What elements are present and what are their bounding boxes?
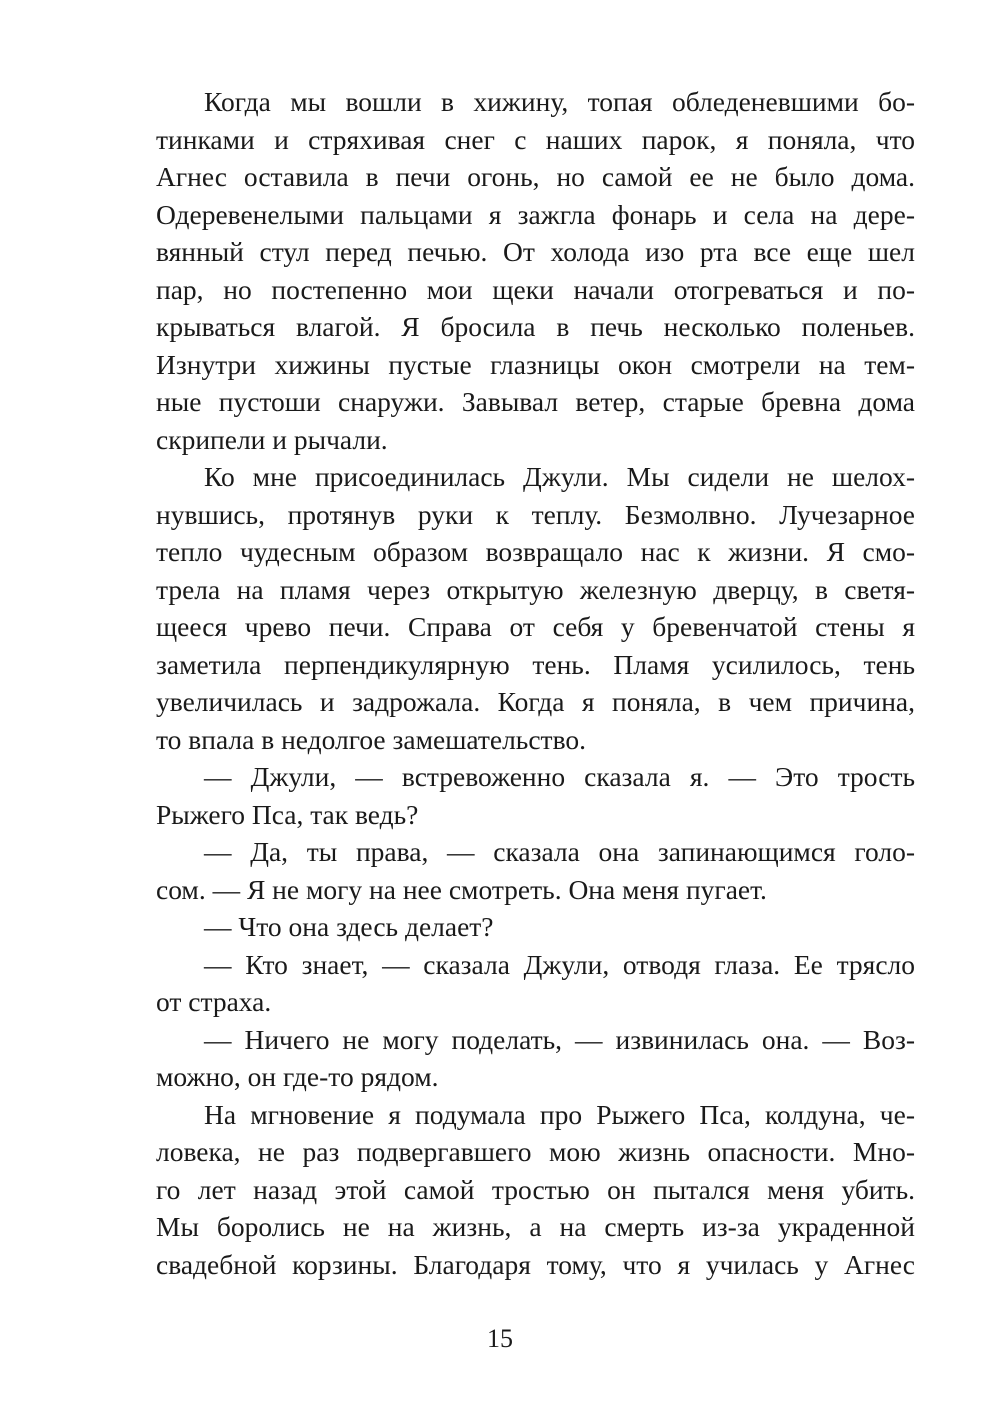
text-line: — Кто знает, — сказала Джули, отводя глаза. Ее трясло xyxy=(204,948,915,980)
text-line: На мгновение я подумала про Рыжего Пса, колдуна, че- xyxy=(204,1098,915,1130)
text-line: то впала в недолгое замешательство. xyxy=(156,723,586,755)
text-line: свадебной корзины. Благодаря тому, что я училась у Агнес xyxy=(156,1248,915,1280)
text-line: можно, он где-то рядом. xyxy=(156,1061,439,1092)
text-line: крываться влагой. Я бросила в печь несколько поленьев. xyxy=(156,311,915,342)
text-line: Одеревенелыми пальцами я зажгла фонарь и села на дере- xyxy=(156,198,915,230)
body-text xyxy=(156,83,915,1283)
text-line: трела на пламя через открытую железную дверцу, в светя- xyxy=(156,573,915,605)
text-line: — Джули, — встревоженно сказала я. — Это трость xyxy=(204,761,915,792)
text-line: от страха. xyxy=(156,986,272,1017)
text-line: — Да, ты права, — сказала она запинающимся голо- xyxy=(204,836,915,867)
text-line: Мы боролись не на жизнь, а на смерть из-за украденной xyxy=(156,1211,915,1242)
text-line: ловека, не раз подвергавшего мою жизнь опасности. Мно- xyxy=(156,1136,915,1167)
text-line: увеличилась и задрожала. Когда я поняла, в чем причина, xyxy=(156,686,915,717)
text-line: Ко мне присоединилась Джули. Мы сидели не шелох- xyxy=(204,461,915,492)
text-line: вянный стул перед печью. От холода изо рта все еще шел xyxy=(156,236,915,267)
text-line: пар, но постепенно мои щеки начали отогреваться и по- xyxy=(156,273,915,305)
text-line: Рыжего Пса, так ведь? xyxy=(156,798,419,830)
text-line: ные пустоши снаружи. Завывал ветер, старые бревна дома xyxy=(156,386,915,417)
text-line: — Что она здесь делает? xyxy=(204,911,494,942)
text-line: щееся чрево печи. Справа от себя у бревенчатой стены я xyxy=(156,611,915,642)
text-line: Когда мы вошли в хижину, топая обледеневшими бо- xyxy=(204,86,915,117)
text-line: Агнес оставила в печи огонь, но самой ее не было дома. xyxy=(156,161,915,192)
text-line: го лет назад этой самой тростью он пытался меня убить. xyxy=(156,1173,915,1205)
text-line: нувшись, протянув руки к теплу. Безмолвно. Лучезарное xyxy=(156,498,915,530)
text-line: заметила перпендикулярную тень. Пламя усилилось, тень xyxy=(156,648,915,680)
text-line: — Ничего не могу поделать, — извинилась она. — Воз- xyxy=(204,1023,915,1055)
text-line: Изнутри хижины пустые глазницы окон смотрели на тем- xyxy=(156,348,915,380)
text-line: тинками и стряхивая снег с наших парок, я поняла, что xyxy=(156,123,915,155)
text-line: сом. — Я не могу на нее смотреть. Она меня пугает. xyxy=(156,873,767,905)
page-number: 15 xyxy=(487,1324,513,1353)
text-line: скрипели и рычали. xyxy=(156,423,388,455)
text-line: тепло чудесным образом возвращало нас к жизни. Я смо- xyxy=(156,536,915,567)
